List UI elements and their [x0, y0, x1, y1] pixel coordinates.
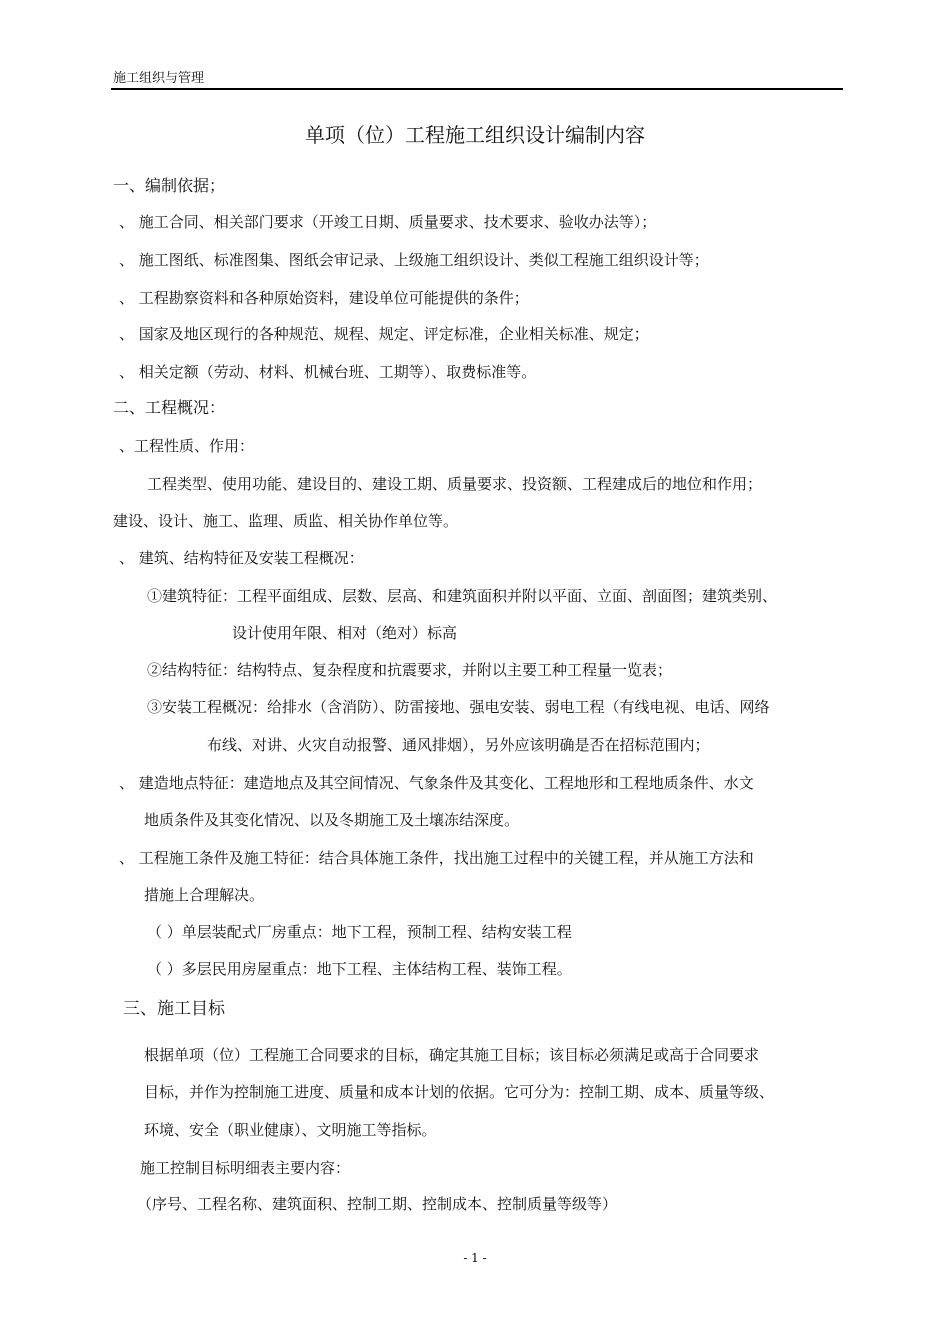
section1-item: 、 相关定额（劳动、材料、机械台班、工期等）、取费标准等。	[119, 363, 537, 381]
section3-body-line: 根据单项（位）工程施工合同要求的目标，确定其施工目标；该目标必须满足或高于合同要求	[144, 1046, 760, 1064]
focus-item: （ ）多层民用房屋重点：地下工程、主体结构工程、装饰工程。	[147, 960, 572, 978]
table-fields: （序号、工程名称、建筑面积、控制工期、控制成本、控制质量等级等）	[137, 1195, 618, 1213]
section2-heading: 二、工程概况：	[113, 398, 226, 417]
section1-item: 、 工程勘察资料和各种原始资料，建设单位可能提供的条件；	[119, 289, 529, 307]
section3-body-line: 目标，并作为控制施工进度、质量和成本计划的依据。它可分为：控制工期、成本、质量等级、	[144, 1083, 775, 1101]
feature-installation-line: 布线、对讲、火灾自动报警、通风排烟），另外应该明确是否在招标范围内；	[207, 736, 710, 754]
document-title: 单项（位）工程施工组织设计编制内容	[305, 123, 645, 147]
section1-item: 、 施工图纸、标准图集、图纸会审记录、上级施工组织设计、类似工程施工组织设计等；	[119, 251, 709, 269]
feature-building-line: ①建筑特征：工程平面组成、层数、层高、和建筑面积并附以平面、立面、剖面图；建筑类别、	[147, 587, 778, 605]
section1-item: 、 国家及地区现行的各种规范、规程、规定、评定标准，企业相关标准、规定；	[119, 325, 649, 343]
running-header: 施工组织与管理	[113, 71, 205, 86]
sub3-line: 地质条件及其变化情况、以及冬期施工及土壤冻结深度。	[144, 811, 520, 829]
sub2-heading: 、 建筑、结构特征及安装工程概况：	[119, 549, 364, 567]
section3-heading: 三、施工目标	[123, 999, 225, 1019]
feature-structure: ②结构特征：结构特点、复杂程度和抗震要求，并附以主要工种工程量一览表；	[147, 661, 673, 679]
section1-item: 、 施工合同、相关部门要求（开竣工日期、质量要求、技术要求、验收办法等）；	[119, 213, 657, 231]
header-rule	[111, 88, 843, 90]
page-number: - 1 -	[463, 1251, 487, 1265]
feature-building-line: 设计使用年限、相对（绝对）标高	[232, 624, 458, 642]
sub1-heading: 、工程性质、作用：	[119, 437, 255, 455]
sub3-line: 、 建造地点特征：建造地点及其空间情况、气象条件及其变化、工程地形和工程地质条件、水文	[119, 774, 754, 792]
sub1-body-line: 建设、设计、施工、监理、质监、相关协作单位等。	[113, 512, 459, 530]
sub4-line: 、 工程施工条件及施工特征：结合具体施工条件，找出施工过程中的关键工程，并从施工方法和	[119, 849, 754, 867]
sub1-body-line: 工程类型、使用功能、建设目的、建设工期、质量要求、投资额、工程建成后的地位和作用；	[147, 475, 763, 493]
sub4-line: 措施上合理解决。	[144, 886, 265, 904]
section1-heading: 一、编制依据；	[113, 176, 226, 195]
section3-body-line: 环境、安全（职业健康）、文明施工等指标。	[144, 1121, 437, 1139]
table-intro: 施工控制目标明细表主要内容：	[140, 1159, 351, 1177]
focus-item: （ ）单层装配式厂房重点：地下工程，预制工程、结构安装工程	[147, 923, 572, 941]
feature-installation-line: ③安装工程概况：给排水（含消防）、防雷接地、强电安装、弱电工程（有线电视、电话、网络	[147, 698, 770, 716]
